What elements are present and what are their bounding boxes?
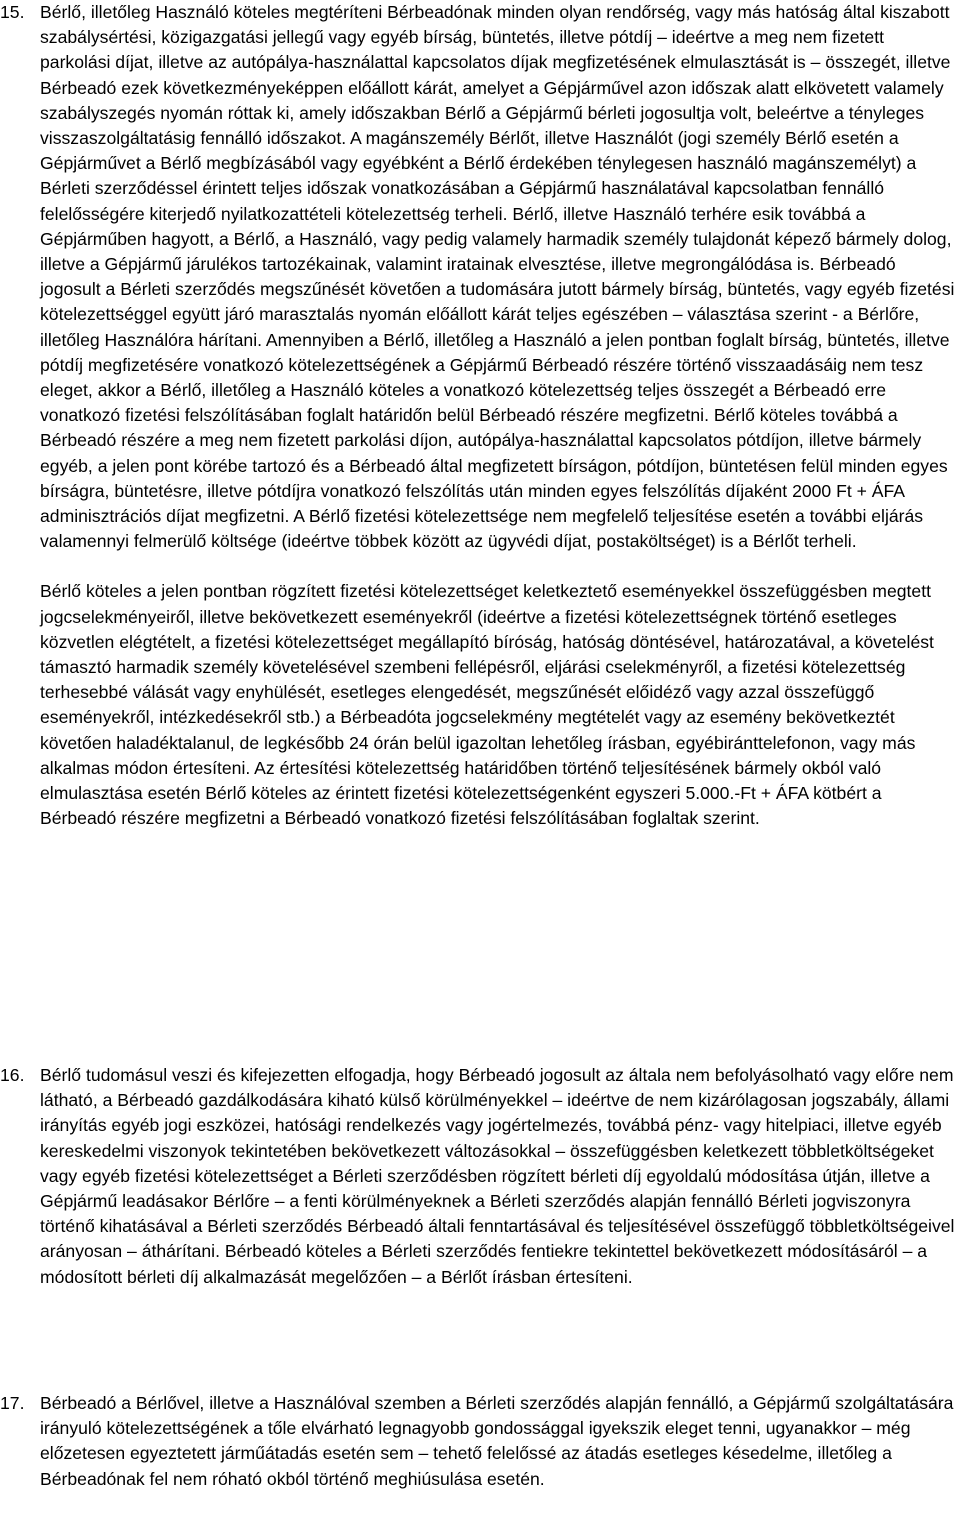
section-body <box>40 0 958 832</box>
section-17 <box>0 1391 958 1492</box>
section-paragraph: Bérlő, illetőleg Használó köteles megtéríteni Bérbeadónak minden olyan rendőrség, vagy más hatóság által kiszabott szabálysértési, közigazgatási jellegű vagy egyéb bírság, büntetés, illetve pótdíj – ideértve a meg nem fizetett parkolási díjat, illetve az autópálya-használattal kapcsolatos díjak megfizetésének elmulasztását is – összegét, illetve Bérbeadó ezek következményeképpen előállott kárát, amelyet a Gépjárművel azon időszak alatt elkövetett valamely szabályszegés nyomán róttak ki, amely időszakban Bérlő a Gépjármű bérleti jogosultja volt, beleértve a tényleges visszaszolgáltatásig fennálló időszakot. A magánszemély Bérlőt, illetve Használót (jogi személy Bérlő esetén a Gépjárművet a Bérlő megbízásából vagy egyébként a Bérlő érdekében ténylegesen használó magánszemélyt) a Bérleti szerződéssel érintett teljes időszak vonatkozásában a Gépjármű használatával kapcsolatban fennálló felelősségére kiterjedő nyilatkozattételi kötelezettség terheli. Bérlő, illetve Használó terhére esik továbbá a Gépjárműben hagyott, a Bérlő, a Használó, vagy pedig valamely harmadik személy tulajdonát képező bármely dolog, illetve a Gépjármű járulékos tartozékainak, valamint iratainak elvesztése, illetve megrongálódása is. Bérbeadó jogosult a Bérleti szerződés megszűnését követően a tudomására jutott bármely bírság, büntetés, vagy egyéb fizetési kötelezettséggel együtt járó marasztalás nyomán előállott kárát teljes egészében – választása szerint - a Bérlőre, illetőleg Használóra hárítani. Amennyiben a Bérlő, illetőleg a Használó a jelen pontban foglalt bírság, büntetés, illetve pótdíj megfizetésére vonatkozó kötelezettségének a Gépjármű Bérbeadó részére történő visszaadásáig nem tesz eleget, akkor a Bérlő, illetőleg a Használó köteles a vonatkozó kötelezettség teljes összegét a Bérbeadó erre vonatkozó fizetési felszólításában foglalt határidőn belül Bérbeadó részére megfizetni. Bérlő köteles továbbá a Bérbeadó részére a meg nem fizetett parkolási díjon, autópálya-használattal kapcsolatos pótdíjon, illetve bármely egyéb, a jelen pont körébe tartozó és a Bérbeadó által megfizetett bírságon, pótdíjon, büntetésen felül minden egyes bírságra, büntetésre, illetve pótdíjra vonatkozó felszólítás után minden egyes felszólítás díjaként 2000 Ft + ÁFA adminisztrációs díjat megfizetni. A Bérlő fizetési kötelezettsége nem megfelelő teljesítése esetén a további eljárás valamennyi felmerülő költsége (ideértve többek között az ügyvédi díjat, postaköltséget) is a Bérlőt terheli. <box>40 2 955 552</box>
section-number: 16. <box>0 1065 25 1085</box>
section-16 <box>0 1063 958 1290</box>
section-paragraph: Bérbeadó a Bérlővel, illetve a Használóval szemben a Bérleti szerződés alapján fennálló, a Gépjármű szolgáltatására irányuló kötelezettségének a tőle elvárható legnagyobb gondossággal igyekszik eleget tenni, ugyanakkor – még előzetesen egyeztetett járműátadás esetén sem – tehető felelőssé az átadás esetleges késedelme, illetőleg a Bérbeadónak fel nem róható okból történő meghiúsulása esetén. <box>40 1393 954 1489</box>
section-number: 15. <box>0 2 25 22</box>
section-number: 17. <box>0 1393 25 1413</box>
section-paragraph: Bérlő köteles a jelen pontban rögzített fizetési kötelezettséget keletkeztető eseményekkel összefüggésben megtett jogcselekményeiről, illetve bekövetkezett eseményekről (ideértve a fizetési kötelezettségnek történő esetleges közvetlen elégtételt, a fizetési kötelezettséget megállapító bíróság, hatóság döntésével, határozatával, a követelést támasztó harmadik személy követelésével szembeni fellépésről, eljárási cselekményről, a fizetési kötelezettség terhesebbé válását vagy enyhülését, esetleges elengedését, megszűnését előidéző vagy azzal összefüggő eseményekről, intézkedésekről stb.) a Bérbeadóta jogcselekmény megtételét vagy az esemény bekövetkeztét követően haladéktalanul, de legkésőbb 24 órán belül igazoltan lehetőleg írásban, egyébiránttelefonon, vagy más alkalmas módon értesíteni. Az értesítési kötelezettség határidőben történő teljesítésének bármely okból való elmulasztása esetén Bérlő köteles az érintett fizetési kötelezettségenként egyszeri 5.000.-Ft + ÁFA kötbért a Bérbeadó részére megfizetni a Bérbeadó vonatkozó fizetési felszólításában foglaltak szerint. <box>40 581 934 829</box>
section-body <box>40 1063 958 1290</box>
section-body <box>40 1391 958 1492</box>
section-paragraph: Bérlő tudomásul veszi és kifejezetten elfogadja, hogy Bérbeadó jogosult az általa nem befolyásolható vagy előre nem látható, a Bérbeadó gazdálkodására kiható külső körülményekkel – ideértve de nem kizárólagosan jogszabály, állami irányítás egyéb jogi eszközei, hatósági rendelkezés vagy jogértelmezés, továbbá pénz- vagy hitelpiaci, illetve egyéb kereskedelmi viszonyok tekintetében bekövetkezett változásokkal – összefüggésben keletkezett többletköltségeket vagy egyéb fizetési kötelezettséget a Bérleti szerződésben rögzített bérleti díj egyoldalú módosítása útján, illetve a Gépjármű leadásakor Bérlőre – a fenti körülményeknek a Bérleti szerződés alapján fennálló Bérleti jogviszonyra történő kihatásával a Bérleti szerződés Bérbeadó általi fenntartásával és teljesítésével összefüggő többletköltségeivel arányosan – áthárítani. Bérbeadó köteles a Bérleti szerződés fentiekre tekintettel bekövetkezett módosításáról – a módosított bérleti díj alkalmazását megelőzően – a Bérlőt írásban értesíteni. <box>40 1065 955 1287</box>
